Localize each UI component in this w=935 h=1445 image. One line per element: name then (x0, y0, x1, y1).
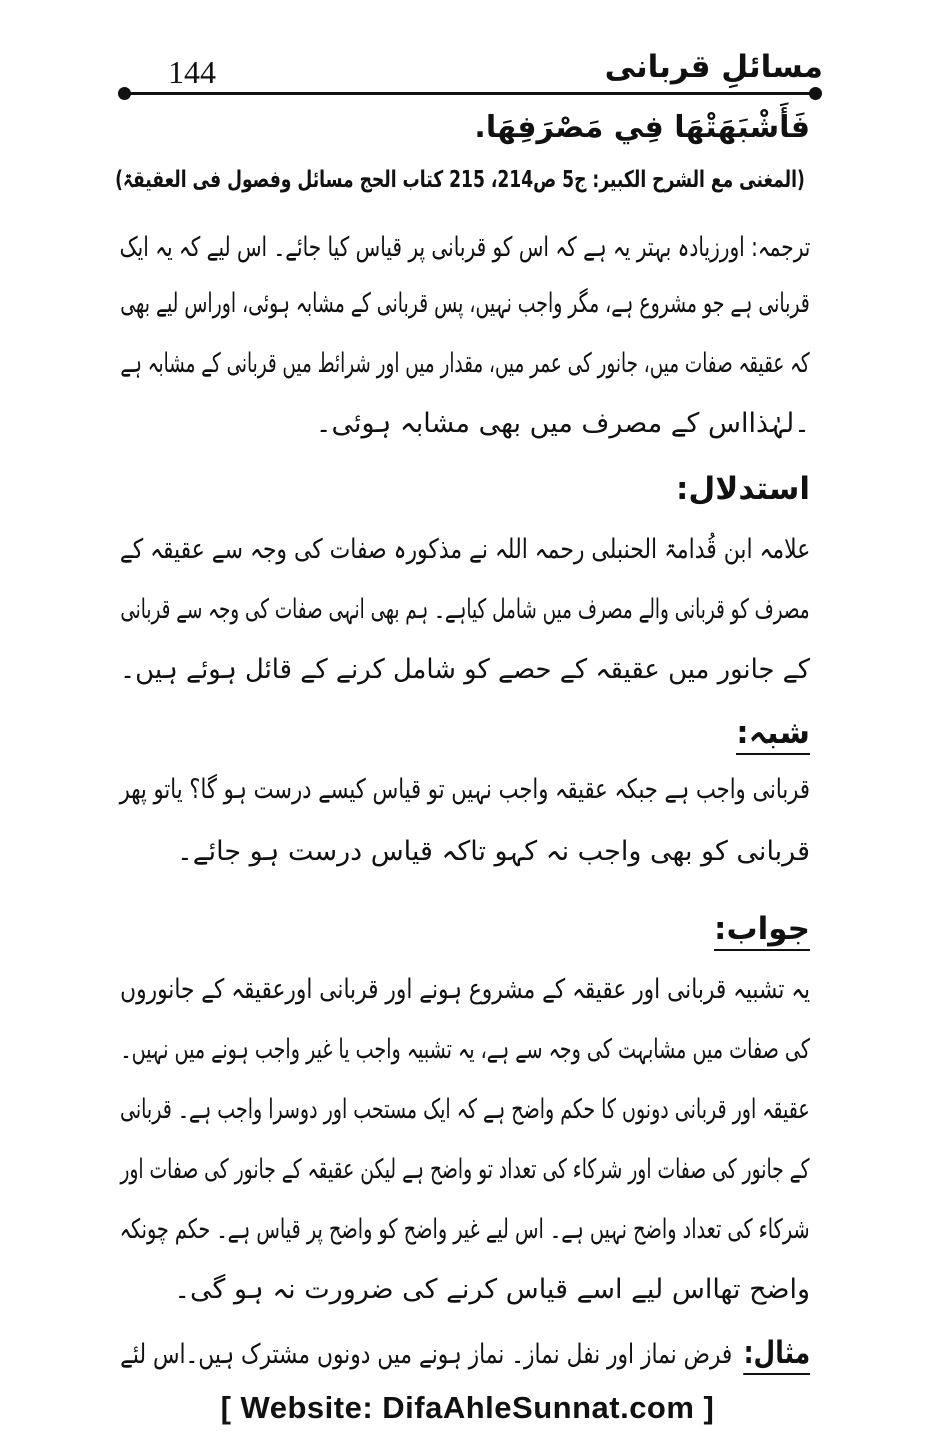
jawab-line: کی صفات میں مشابہت کی وجہ سے ہے، یہ تشبیہ واجب یا غیر واجب ہونے میں نہیں۔ (120, 1034, 810, 1065)
istidlal-line: مصرف کو قربانی والے مصرف میں شامل کیاہے۔ ہم بھی انہی صفات کی وجہ سے قربانی (120, 594, 810, 625)
page-number: 144 (168, 54, 216, 90)
mithal-line (120, 1330, 810, 1377)
translation-line: ۔لہٰذااس کے مصرف میں بھی مشابہ ہوئی۔ (315, 408, 810, 439)
shubha-line: قربانی کو بھی واجب نہ کہو تاکہ قیاس درست ہو جائے۔ (176, 836, 810, 867)
translation-line: ترجمہ: اورزیادہ بہتر یہ ہے کہ اس کو قربانی پر قیاس کیا جائے۔ اس لیے کہ یہ ایک (119, 232, 810, 263)
mithal-label: مثال: (743, 1335, 810, 1375)
shubha-heading (736, 710, 810, 756)
shubha-line: قربانی واجب ہے جبکہ عقیقہ واجب نہیں تو قیاس کیسے درست ہو گا؟ یاتو پھر (119, 774, 810, 805)
jawab-heading-text: جواب: (714, 911, 810, 951)
jawab-line: عقیقہ اور قربانی دونوں کا حکم واضح ہے کہ ایک مستحب اور دوسرا واجب ہے۔ قربانی (120, 1094, 810, 1125)
citation: (المغنی مع الشرح الکبیر: ج5 ص214، 215 کتاب الحج مسائل وفصول فی العقیقۃ) (115, 167, 805, 193)
shubha-heading-text: شبہ: (736, 715, 810, 755)
running-title: مسائلِ قربانی (604, 49, 823, 85)
jawab-heading (714, 906, 810, 952)
translation-line: قربانی ہے جو مشروع ہے، مگر واجب نہیں، پس قربانی کے مشابہ ہوئی، اوراس لیے بھی (120, 288, 810, 319)
website-watermark: [ Website: DifaAhleSunnat.com ] (220, 1390, 715, 1425)
arabic-quote: فَأَشْبَهَتْهَا فِي مَصْرَفِهَا. (474, 110, 810, 145)
header-rule (124, 92, 815, 95)
istidlal-line: علامہ ابن قُدامۃ الحنبلی رحمہ اللہ نے مذکورہ صفات کی وجہ سے عقیقہ کے (119, 534, 810, 565)
mithal-text: فرض نماز اور نفل نماز۔ نماز ہونے میں دونوں مشترک ہیں۔اس لئے (119, 1339, 733, 1370)
header-rule-right-dot (809, 87, 822, 100)
jawab-line: کے جانور کی صفات اور شرکاء کی تعداد تو واضح ہے لیکن عقیقہ کے جانور کی صفات اور (120, 1154, 810, 1185)
istidlal-heading: استدلال: (675, 471, 810, 507)
header-rule-left-dot (118, 87, 131, 100)
translation-line: کہ عقیقہ صفات میں، جانور کی عمر میں، مقدار میں اور شرائط میں قربانی کے مشابہ ہے (120, 348, 810, 379)
jawab-line: واضح تھااس لیے اسے قیاس کرنے کی ضرورت نہ ہو گی۔ (174, 1274, 810, 1305)
jawab-line: شرکاء کی تعداد واضح نہیں ہے۔ اس لیے غیر واضح کو واضح پر قیاس ہے۔ حکم چونکہ (120, 1214, 810, 1245)
istidlal-line: کے جانور میں عقیقہ کے حصے کو شامل کرنے کے قائل ہوئے ہیں۔ (119, 654, 810, 685)
jawab-line: یہ تشبیہ قربانی اور عقیقہ کے مشروع ہونے اور قربانی اورعقیقہ کے جانوروں (120, 974, 810, 1005)
